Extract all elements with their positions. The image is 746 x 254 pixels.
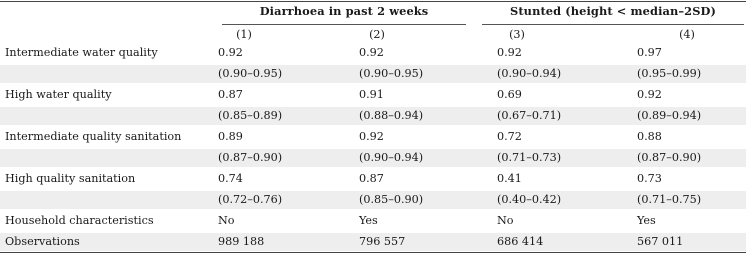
table-cell: 0.87 [218,88,243,101]
table-cell: 0.89 [218,130,243,143]
table-cell: (0.85–0.90) [359,193,424,206]
table-cell: (0.72–0.76) [218,193,283,206]
row-label: High quality sanitation [5,172,136,185]
table-cell: 0.73 [637,172,662,185]
table-cell: No [497,214,514,227]
table-cell: 0.88 [637,130,662,143]
table-cell: 0.87 [359,172,384,185]
table-cell: (0.85–0.89) [218,109,283,122]
table-cell: (0.90–0.94) [359,151,424,164]
group-rule-diarrhoea [222,24,466,25]
table-cell: 0.69 [497,88,522,101]
table-cell: (0.87–0.90) [218,151,283,164]
table-cell: 0.92 [637,88,662,101]
column-number-1: (1) [236,28,252,41]
table-cell: (0.95–0.99) [637,67,702,80]
row-label: High water quality [5,88,112,101]
row-label: Intermediate water quality [5,46,158,59]
table-cell: 0.74 [218,172,243,185]
table-cell: No [218,214,235,227]
row-label: Observations [5,235,80,248]
table-cell: (0.87–0.90) [637,151,702,164]
table-cell: (0.71–0.75) [637,193,702,206]
column-number-2: (2) [369,28,385,41]
table-cell: 989 188 [218,235,265,248]
group-rule-stunted [482,24,744,25]
table-cell: 796 557 [359,235,406,248]
table-cell: 686 414 [497,235,544,248]
table-cell: 0.92 [359,130,384,143]
table-cell: 0.41 [497,172,522,185]
table-cell: 0.91 [359,88,384,101]
table-cell: 0.92 [359,46,384,59]
table-cell: (0.71–0.73) [497,151,562,164]
table-cell: 0.92 [497,46,522,59]
group-header-diarrhoea: Diarrhoea in past 2 weeks [259,4,429,18]
row-label: Household characteristics [5,214,154,227]
table-cell: 0.92 [218,46,243,59]
table-cell: (0.67–0.71) [497,109,562,122]
table-top-rule [0,1,746,2]
table-cell: (0.90–0.94) [497,67,562,80]
table-cell: (0.90–0.95) [359,67,424,80]
column-number-4: (4) [679,28,695,41]
column-number-3: (3) [509,28,525,41]
table-cell: (0.89–0.94) [637,109,702,122]
row-label: Intermediate quality sanitation [5,130,182,143]
table-cell: 0.97 [637,46,662,59]
table-cell: (0.88–0.94) [359,109,424,122]
table-bottom-rule [0,252,746,253]
table-cell: (0.90–0.95) [218,67,283,80]
table-cell: 0.72 [497,130,522,143]
table-cell: 567 011 [637,235,684,248]
table-cell: Yes [637,214,656,227]
table-cell: (0.40–0.42) [497,193,562,206]
table-cell: Yes [359,214,378,227]
group-header-stunted: Stunted (height < median–2SD) [510,4,716,18]
